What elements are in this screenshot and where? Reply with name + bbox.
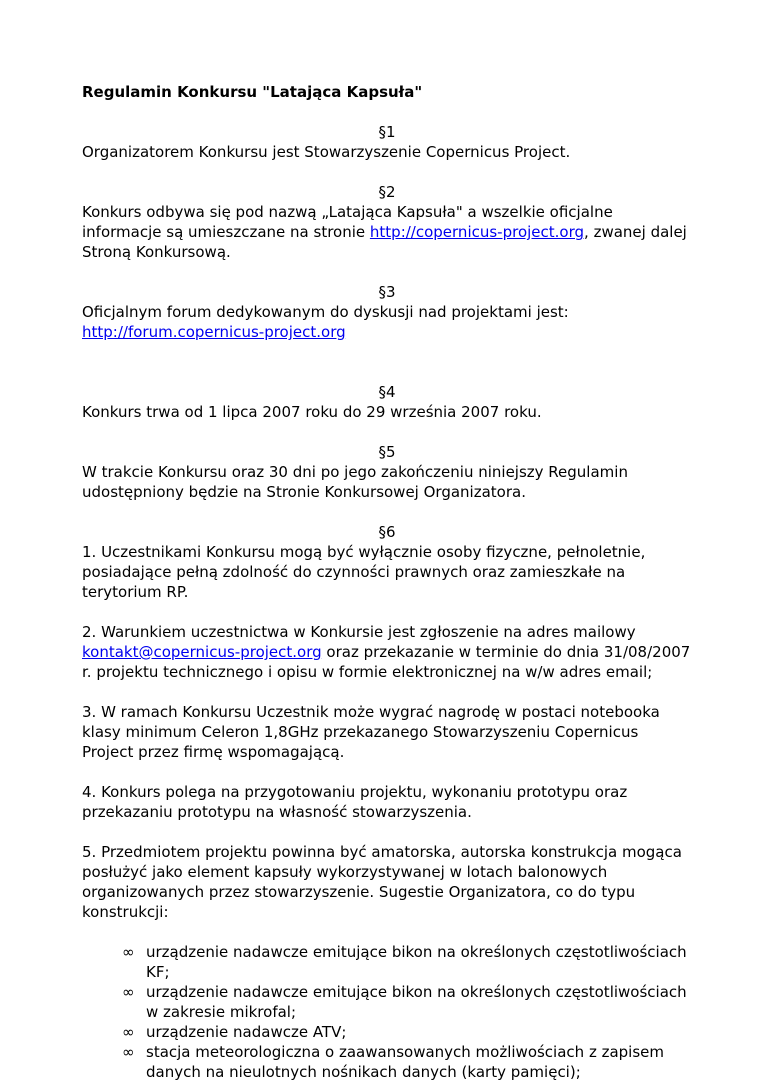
section-6-point-3: 3. W ramach Konkursu Uczestnik może wygrać nagrodę w postaci notebooka klasy minimum Celeron 1,8GHz przekazanego Stowarzyszeniu Copernicus Project przez firmę wspomagającą. xyxy=(82,703,660,761)
section-6-point-4: 4. Konkurs polega na przygotowaniu projektu, wykonaniu prototypu oraz przekazaniu prototypu na własność stowarzyszenia. xyxy=(82,783,628,821)
section-4-text: Konkurs trwa od 1 lipca 2007 roku do 29 września 2007 roku. xyxy=(82,403,542,421)
section-2-text-before: Konkurs odbywa się pod nazwą „Latająca Kapsuła" a wszelkie oficjalne informacje są umieszczane na stronie xyxy=(82,203,613,241)
section-3-text xyxy=(82,302,692,342)
section-6-point-2-after: oraz przekazanie w terminie do dnia 31/08/2007 r. projektu technicznego i opisu w formie elektronicznej na w/w adres email; xyxy=(82,643,691,681)
section-5-label: §5 xyxy=(378,443,396,461)
section-4-label: §4 xyxy=(378,383,396,401)
contact-email-link[interactable]: kontakt@copernicus-project.org xyxy=(82,643,322,661)
infinity-bullet-icon: ∞ xyxy=(122,1043,135,1061)
site-link[interactable]: http://copernicus-project.org xyxy=(369,223,585,241)
section-6-label: §6 xyxy=(378,523,396,541)
list-item-text: urządzenie nadawcze emitujące bikon na określonych częstotliwościach KF; xyxy=(146,943,687,981)
construction-suggestions-list xyxy=(82,942,692,1082)
section-1-text: Organizatorem Konkursu jest Stowarzyszenie Copernicus Project. xyxy=(82,143,571,161)
list-item-text: urządzenie nadawcze ATV; xyxy=(146,1023,347,1041)
list-item-text: stacja meteorologiczna o zaawansowanych możliwościach z zapisem danych na nieulotnych nośnikach danych (karty pamięci); xyxy=(146,1043,664,1081)
section-3-label: §3 xyxy=(378,283,396,301)
section-5-text: W trakcie Konkursu oraz 30 dni po jego zakończeniu niniejszy Regulamin udostępniony będzie na Stronie Konkursowej Organizatora. xyxy=(82,463,628,501)
list-item xyxy=(122,1022,692,1042)
section-6-point-5: 5. Przedmiotem projektu powinna być amatorska, autorska konstrukcja mogąca posłużyć jako element kapsuły wykorzystywanej w lotach balonowych organizowanych przez stowarzyszenie. Sugestie Organizatora, co do typu konstrukcji: xyxy=(82,843,682,921)
section-6-point-2-before: 2. Warunkiem uczestnictwa w Konkursie jest zgłoszenie na adres mailowy xyxy=(82,623,636,641)
section-2-text-after: , zwanej dalej Stroną Konkursową. xyxy=(82,223,687,261)
infinity-bullet-icon: ∞ xyxy=(122,943,135,961)
section-2-label: §2 xyxy=(378,183,396,201)
list-item xyxy=(122,942,692,982)
list-item xyxy=(122,1042,692,1082)
document-title: Regulamin Konkursu "Latająca Kapsuła" xyxy=(82,83,423,101)
infinity-bullet-icon: ∞ xyxy=(122,1023,135,1041)
section-6-point-1: 1. Uczestnikami Konkursu mogą być wyłącznie osoby fizyczne, pełnoletnie, posiadające pełną zdolność do czynności prawnych oraz zamieszkałe na terytorium RP. xyxy=(82,543,646,601)
section-6-point-2 xyxy=(82,622,692,682)
section-3-text-body: Oficjalnym forum dedykowanym do dyskusji nad projektami jest: xyxy=(82,303,569,321)
section-2-text xyxy=(82,202,692,262)
infinity-bullet-icon: ∞ xyxy=(122,983,135,1001)
list-item-text: urządzenie nadawcze emitujące bikon na określonych częstotliwościach w zakresie mikrofal; xyxy=(146,983,687,1021)
forum-link[interactable]: http://forum.copernicus-project.org xyxy=(82,323,346,341)
list-item xyxy=(122,982,692,1022)
section-1-label: §1 xyxy=(378,123,396,141)
